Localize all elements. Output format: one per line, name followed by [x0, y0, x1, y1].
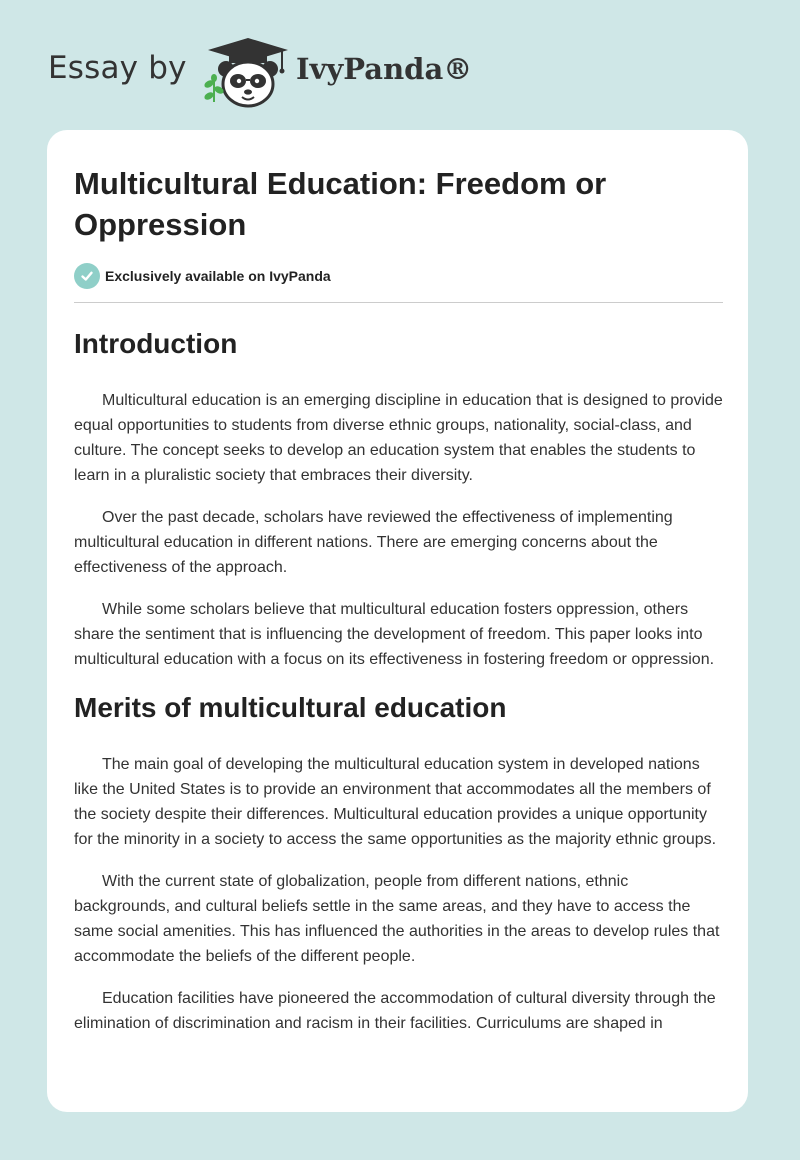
check-circle-icon	[74, 263, 100, 289]
paragraph: Education facilities have pioneered the accommodation of cultural diversity through the elimination of discrimination and racism in their facilities. Curriculums are shaped in	[74, 990, 716, 1032]
title-divider	[74, 302, 723, 303]
brand-name: IvyPanda®	[296, 52, 473, 86]
article-card	[47, 130, 748, 1112]
article-body	[74, 322, 723, 1053]
section-merits	[74, 686, 723, 1036]
brand-prefix: Essay by	[48, 50, 187, 86]
paragraph: The main goal of developing the multicultural education system in developed nations like the United States is to provide an environment that accommodates all the members of the society despite their differences. Multicultural education provides a unique opportunity for the minority in a society to access the same opportunities as the majority ethnic groups.	[74, 756, 717, 848]
section-heading: Merits of multicultural education	[74, 692, 507, 723]
paragraph: With the current state of globalization, people from different nations, ethnic backgrounds, and cultural beliefs settle in the same areas, and they have to access the same social amenities. This has influenced the authorities in the areas to develop rules that accommodate the beliefs of the different people.	[74, 873, 720, 965]
paragraph: Multicultural education is an emerging discipline in education that is designed to provide equal opportunities to students from diverse ethnic groups, nationality, social-class, and culture. The concept seeks to develop an education system that enables the students to learn in a pluralistic society that embraces their diversity.	[74, 392, 723, 484]
badge-text: Exclusively available on IvyPanda	[105, 268, 331, 284]
paragraph: Over the past decade, scholars have reviewed the effectiveness of implementing multicultural education in different nations. There are emerging concerns about the effectiveness of the approach.	[74, 509, 673, 576]
panda-graduate-icon	[202, 36, 294, 108]
article-title: Multicultural Education: Freedom or Oppression	[74, 166, 607, 242]
exclusive-badge	[74, 263, 331, 289]
section-heading: Introduction	[74, 328, 238, 359]
site-brand[interactable]	[48, 36, 473, 108]
paragraph: While some scholars believe that multicultural education fosters oppression, others share the sentiment that is influencing the development of freedom. This paper looks into multicultural education with a focus on its effectiveness in fostering freedom or oppression.	[74, 601, 715, 668]
section-introduction	[74, 322, 723, 672]
